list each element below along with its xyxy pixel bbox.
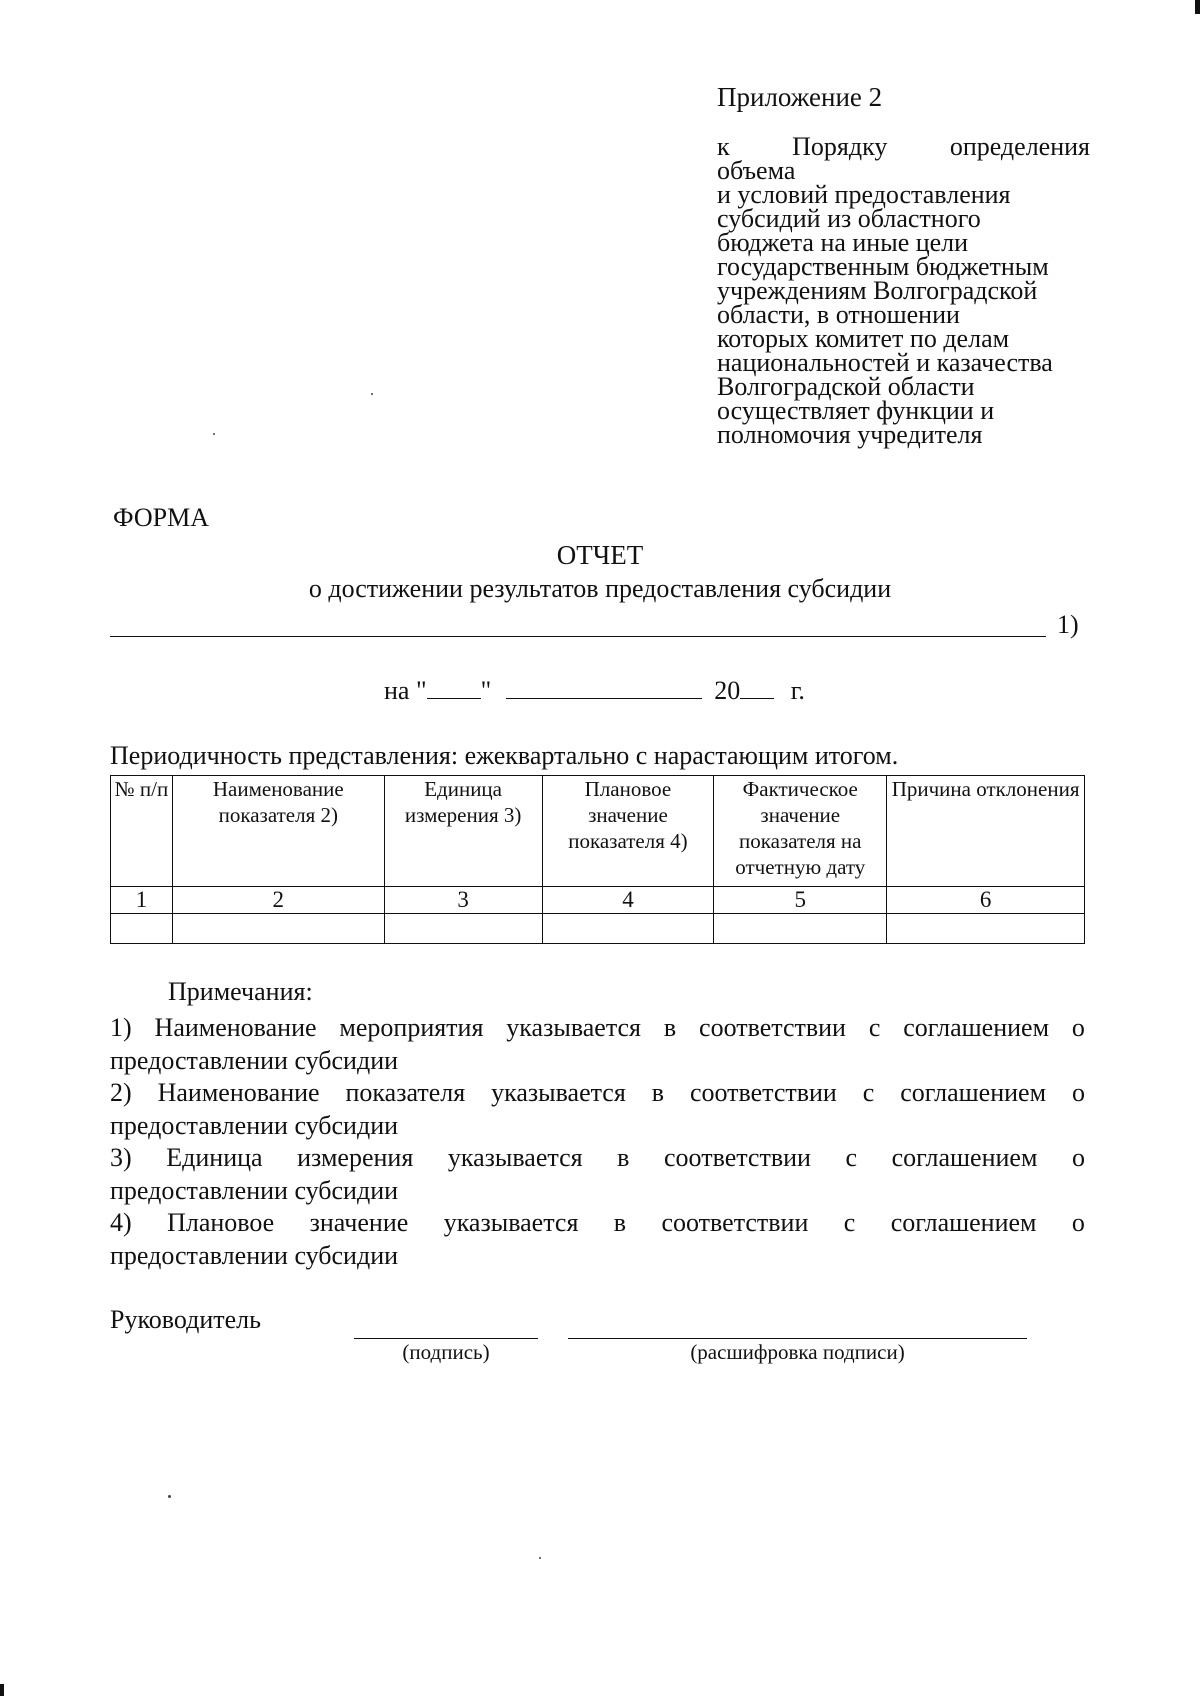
scan-speck	[168, 1495, 171, 1498]
note-word: Плановое	[167, 1208, 275, 1237]
date-quote: "	[480, 676, 492, 705]
report-date-line	[384, 676, 805, 706]
note-second-line: предоставлении субсидии	[110, 1110, 399, 1140]
date-prefix: на "	[384, 676, 427, 705]
note-word: 2)	[110, 1078, 132, 1107]
note-word: измерения	[297, 1143, 414, 1172]
note-word: соглашением	[900, 1078, 1047, 1107]
scan-speck	[371, 393, 373, 395]
note-word: соглашением	[903, 1013, 1050, 1042]
note-item	[110, 1142, 1085, 1207]
note-word: соответствии	[661, 1208, 809, 1237]
activity-name-blank[interactable]	[110, 636, 1046, 637]
note-second-line: предоставлении субсидии	[110, 1045, 399, 1075]
note-word: о	[1071, 1208, 1085, 1237]
periodicity-text: Периодичность представления: ежеквартально с нарастающим итогом.	[110, 741, 899, 770]
signature-decoding-line[interactable]	[568, 1338, 1027, 1339]
scan-speck	[539, 1557, 541, 1559]
note-second-line: предоставлении субсидии	[110, 1175, 399, 1205]
scan-edge-mark	[1195, 0, 1200, 14]
note-word: с	[868, 1013, 881, 1042]
day-blank[interactable]	[427, 678, 481, 699]
note-item	[110, 1077, 1085, 1142]
note-item	[110, 1207, 1085, 1272]
empty-cell[interactable]	[384, 914, 542, 944]
appendix-title: Приложение 2	[717, 82, 883, 112]
appendix-line: осуществляет функции и	[717, 396, 995, 425]
report-subtitle: о достижении результатов предоставления субсидии	[308, 574, 892, 603]
scan-edge-mark	[0, 1684, 4, 1696]
scan-speck	[213, 433, 215, 435]
notes-list	[110, 1012, 1085, 1272]
table-header-row	[111, 776, 1085, 887]
note-word: указывается	[491, 1078, 626, 1107]
column-number-cell: 1	[111, 887, 173, 914]
note-word: Единица	[166, 1143, 263, 1172]
column-number-cell: 4	[542, 887, 714, 914]
header-cell-deviation-reason: Причина отклонения	[887, 776, 1085, 887]
year-suffix: г.	[790, 676, 805, 705]
appendix-line: национальностей и казачества	[717, 348, 1053, 377]
empty-cell[interactable]	[714, 914, 887, 944]
note-word: о	[1071, 1078, 1085, 1107]
empty-cell[interactable]	[542, 914, 714, 944]
note-word: соглашением	[891, 1143, 1038, 1172]
appendix-line: субсидий из областного	[717, 204, 981, 233]
note-word: в	[617, 1143, 630, 1172]
note-word: указывается	[506, 1013, 642, 1042]
empty-cell[interactable]	[887, 914, 1085, 944]
note-word: 4)	[110, 1208, 132, 1237]
empty-cell[interactable]	[172, 914, 384, 944]
appendix-word: Порядку	[792, 132, 888, 161]
header-cell-indicator-name: Наименование показателя 2)	[172, 776, 384, 887]
note-word: мероприятия	[339, 1013, 484, 1042]
appendix-line: и условий предоставления	[717, 180, 1011, 209]
note-word: в	[613, 1208, 627, 1237]
note-word: соответствии	[664, 1143, 811, 1172]
note-item	[110, 1012, 1085, 1077]
header-cell-planned-value: Плановое значение показателя 4)	[542, 776, 714, 887]
appendix-word: к	[717, 132, 730, 161]
appendix-word: определения	[949, 132, 1090, 161]
note-word: Наименование	[157, 1078, 320, 1107]
note-first-line	[110, 1077, 1085, 1110]
column-number-cell: 3	[384, 887, 542, 914]
note-word: о	[1071, 1013, 1085, 1042]
note-word: в	[663, 1013, 677, 1042]
month-blank[interactable]	[506, 678, 702, 699]
note-word: 1)	[110, 1013, 132, 1042]
notes-title: Примечания:	[168, 977, 313, 1006]
appendix-line: которых комитет по делам	[717, 324, 1010, 353]
signature-line[interactable]	[354, 1338, 538, 1339]
header-cell-number: № п/п	[111, 776, 173, 887]
note-word: значение	[309, 1208, 409, 1237]
note-word: соглашением	[890, 1208, 1037, 1237]
note-word: о	[1072, 1143, 1085, 1172]
note-word: Наименование	[154, 1013, 317, 1042]
table-row	[111, 914, 1085, 944]
appendix-line: государственным бюджетным	[717, 252, 1049, 281]
appendix-line: области, в отношении	[717, 300, 960, 329]
note-word: указывается	[447, 1143, 583, 1172]
year-prefix: 20	[714, 676, 741, 705]
note-second-line: предоставлении субсидии	[110, 1240, 399, 1270]
note-first-line	[110, 1012, 1085, 1045]
header-cell-actual-value: Фактическое значение показателя на отчетную дату	[714, 776, 887, 887]
note-word: с	[843, 1208, 856, 1237]
note-word: соответствии	[699, 1013, 846, 1042]
report-title: ОТЧЕТ	[556, 540, 644, 570]
header-cell-unit: Единица измерения 3)	[384, 776, 542, 887]
empty-cell[interactable]	[111, 914, 173, 944]
signer-label: Руководитель	[110, 1305, 261, 1334]
note-word: показателя	[345, 1078, 466, 1107]
appendix-line: объема	[717, 156, 796, 185]
column-number-row	[111, 887, 1085, 914]
column-number-cell: 2	[172, 887, 384, 914]
appendix-line: полномочия учредителя	[717, 420, 983, 449]
report-table	[110, 775, 1085, 944]
column-number-cell: 6	[887, 887, 1085, 914]
note-word: с	[862, 1078, 875, 1107]
appendix-text	[717, 132, 1090, 449]
note-word: с	[845, 1143, 858, 1172]
note-word: в	[651, 1078, 665, 1107]
note-word: соответствии	[689, 1078, 837, 1107]
appendix-line: учреждениям Волгоградской	[717, 276, 1038, 305]
signature-caption: (подпись)	[402, 1340, 490, 1364]
note-word: 3)	[110, 1143, 132, 1172]
column-number-cell: 5	[714, 887, 887, 914]
signature-decoding-caption: (расшифровка подписи)	[690, 1340, 905, 1364]
form-label: ФОРМА	[113, 503, 209, 532]
appendix-line: Волгоградской области	[717, 372, 975, 401]
note-first-line	[110, 1142, 1085, 1175]
note-word: указывается	[443, 1208, 579, 1237]
appendix-line: бюджета на иные цели	[717, 228, 969, 257]
footnote-mark: 1)	[1057, 610, 1079, 639]
year-blank[interactable]	[740, 678, 774, 699]
note-first-line	[110, 1207, 1085, 1240]
